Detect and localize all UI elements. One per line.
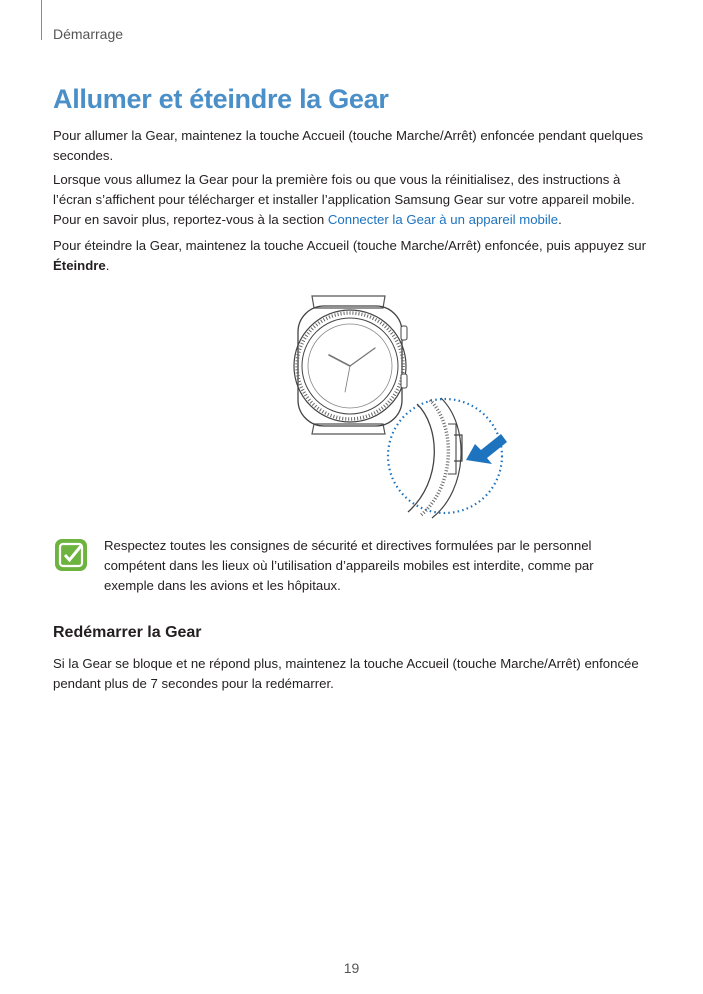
header-rule: [41, 0, 42, 40]
restart-paragraph: Si la Gear se bloque et ne répond plus, maintenez la touche Accueil (touche Marche/Arrêt) enfoncée pendant plus de 7 secondes pour la redémarrer.: [53, 656, 639, 691]
power-off-option: Éteindre: [53, 258, 106, 273]
page-number: 19: [343, 960, 360, 976]
home-key: [401, 326, 407, 340]
page-title: Allumer et éteindre la Gear: [53, 84, 389, 114]
watch-hands: [329, 348, 375, 392]
note-text: Respectez toutes les consignes de sécurité et directives formulées par le personnel compétent dans les lieux où l’utilisation d’appareils mobiles est interdite, comme par exemple dans les avions et les hôpitaux.: [104, 538, 594, 593]
note-check-icon: [54, 538, 88, 572]
section-label: Démarrage: [53, 26, 124, 42]
paragraph-first-start: [53, 170, 653, 230]
watch-illustration: [280, 286, 510, 522]
paragraph-first-start-end: .: [558, 212, 562, 227]
paragraph-power-off: [53, 236, 653, 276]
paragraph-first-start-text: Lorsque vous allumez la Gear pour la première fois ou que vous la réinitialisez, des instructions à l’écran s’affichent pour télécharger et installer l’application Samsung Gear sur votre appareil mobile. Pour en savoir plus, reportez-vous à la section: [53, 172, 635, 227]
paragraph-power-off-text: Pour éteindre la Gear, maintenez la touche Accueil (touche Marche/Arrêt) enfoncée, puis appuyez sur: [53, 238, 647, 253]
link-connect-gear[interactable]: Connecter la Gear à un appareil mobile: [327, 212, 559, 227]
paragraph-power-off-end: .: [105, 258, 110, 273]
paragraph-power-on: Pour allumer la Gear, maintenez la touche Accueil (touche Marche/Arrêt) enfoncée pendant quelques secondes.: [53, 128, 644, 163]
back-key: [401, 374, 407, 388]
restart-heading: Redémarrer la Gear: [53, 624, 202, 641]
